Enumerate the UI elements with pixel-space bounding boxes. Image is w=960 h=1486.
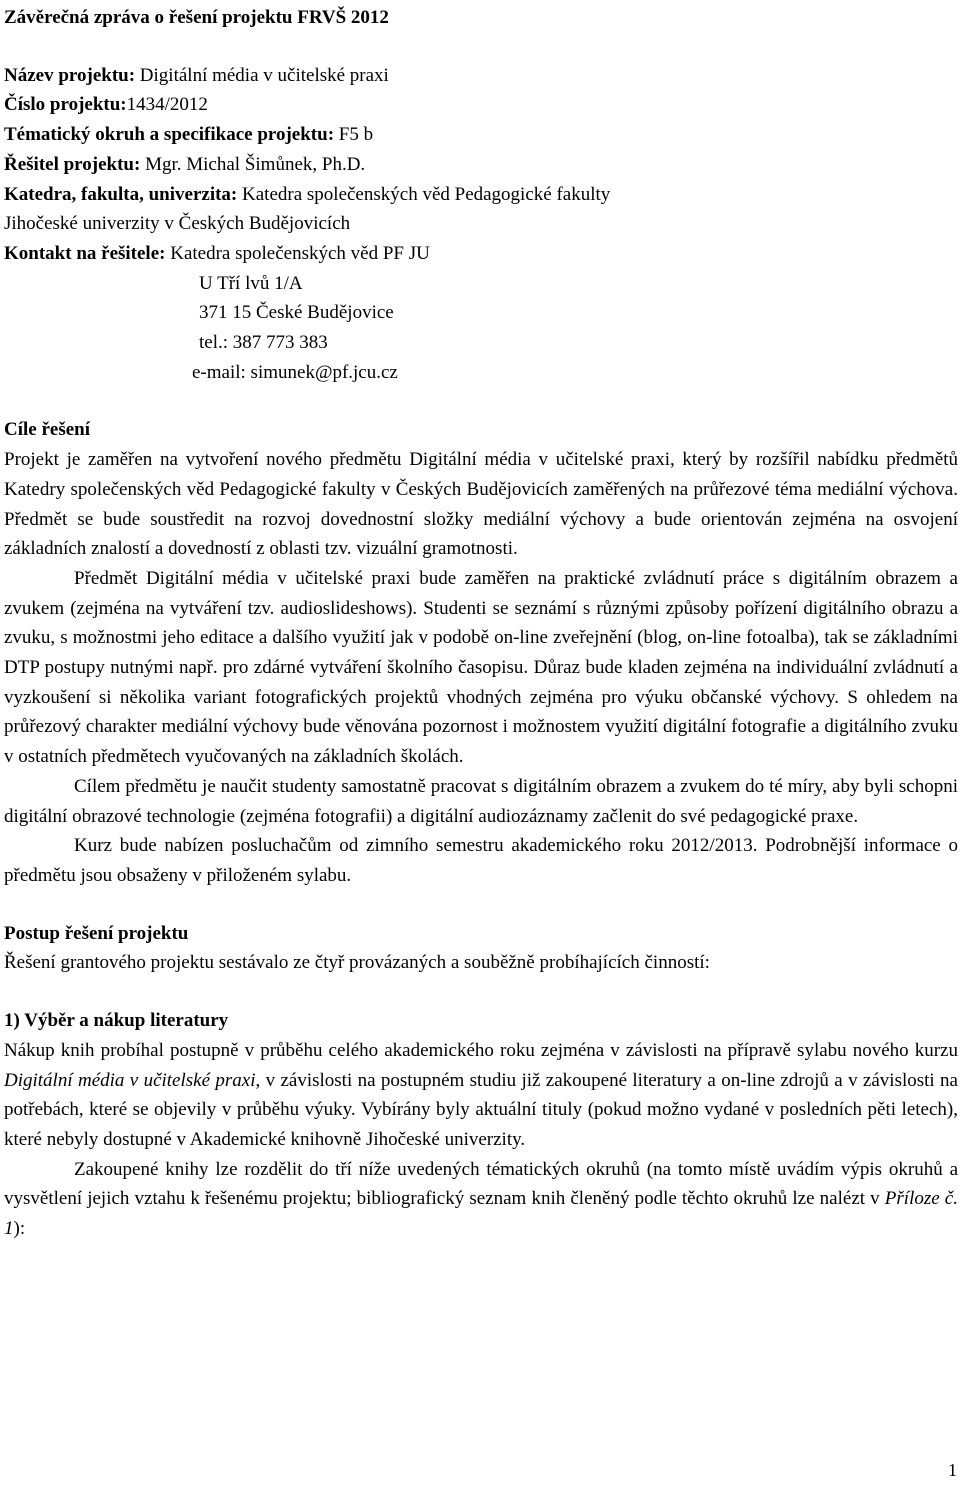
project-topic-value: F5 b <box>334 124 374 146</box>
project-contact-row <box>4 239 958 269</box>
literature-paragraph-2 <box>4 1155 958 1244</box>
project-dept-label: Katedra, fakulta, univerzita: <box>4 183 238 205</box>
project-solver-row <box>4 150 958 180</box>
project-name-row <box>4 61 958 91</box>
project-contact-value: Katedra společenských věd PF JU <box>165 242 430 264</box>
project-topic-row <box>4 120 958 150</box>
goals-paragraph-3: Cílem předmětu je naučit studenty samostatně pracovat s digitálním obrazem a zvukem do té míry, aby byli schopni digitální obrazové technologie (zejména fotografii) a digitální audiozáznamy začlenit do své pedagogické praxe. <box>4 775 958 827</box>
goals-section <box>4 415 958 890</box>
literature-heading: 1) Výběr a nákup literatury <box>4 1010 229 1032</box>
project-metadata <box>4 61 958 388</box>
project-number-row <box>4 90 958 120</box>
goals-paragraph-1: Projekt je zaměřen na vytvoření nového předmětu Digitální média v učitelské praxi, který by rozšířil nabídku předmětů Katedry společenských věd Pedagogické fakulty v Českých Budějovicích zaměřených na průřezové téma mediální výchova. Předmět se bude soustředit na rozvoj dovednostní složky mediální výchovy a bude orientován zejména na osvojení základních znalostí a dovedností z oblasti tzv. vizuální gramotnosti. <box>4 449 958 560</box>
project-name-value: Digitální média v učitelské praxi <box>135 64 389 86</box>
literature-p2-text-a: Zakoupené knihy lze rozdělit do tří níže uvedených tématických okruhů (na tomto místě uvádím výpis okruhů a vysvětlení jejich vztahu k řešenému projektu; bibliografický seznam knih členěný podle těchto okruhů lze nalézt v <box>4 1158 958 1210</box>
page-number: 1 <box>948 1460 957 1481</box>
literature-p1-text-b: , v závislosti na postupném studiu již zakoupené literatury a on-line zdrojů a v závislosti na potřebách, které se objevily v průběhu výuky. Vybírány byly aktuální tituly (pokud možno vydané v posledních pěti letech), které nebyly dostupné v Akademické knihovně Jihočeské univerzity. <box>4 1069 958 1150</box>
project-dept-row <box>4 180 958 210</box>
appendix-reference: Příloze č. 1 <box>4 1188 958 1240</box>
document-page <box>4 3 958 1244</box>
literature-section <box>4 1006 958 1244</box>
literature-p1-text-a: Nákup knih probíhal postupně v průběhu celého akademického roku zejména v závislosti na přípravě sylabu nového kurzu <box>4 1039 958 1061</box>
course-name-emphasis: Digitální média v učitelské praxi <box>4 1069 256 1091</box>
project-dept-value-1: Katedra společenských věd Pedagogické fakulty <box>237 183 611 205</box>
contact-phone: tel.: 387 773 383 <box>199 332 328 354</box>
goals-paragraph-4: Kurz bude nabízen posluchačům od zimního semestru akademického roku 2012/2013. Podrobnější informace o předmětu jsou obsaženy v přiloženém sylabu. <box>4 835 958 886</box>
goals-paragraph-2: Předmět Digitální média v učitelské praxi bude zaměřen na praktické zvládnutí práce s digitálním obrazem a zvukem (zejména na vytváření tzv. audioslideshows). Studenti se seznámí s různými způsoby pořízení digitálního obrazu a zvuku, s možnostmi jeho editace a dalšího využití jak v podobě on-line zveřejnění (blog, on-line fotoalba), tak se základními DTP postupy nutnými např. pro zdárné vytváření školního časopisu. Důraz bude kladen zejména na individuální zvládnutí a vyzkoušení si několika variant fotografických projektů vhodných zejména pro výuku občanské výchovy. S ohledem na průřezový charakter mediální výchovy bude věnována pozornost i možnostem využití digitální fotografie a digitálního zvuku v ostatních předmětech vyučovaných na základních školách. <box>4 567 958 768</box>
contact-address-street: U Tří lvů 1/A <box>199 272 303 294</box>
project-solver-label: Řešitel projektu: <box>4 153 141 175</box>
project-number-label: Číslo projektu: <box>4 94 127 116</box>
project-solver-value: Mgr. Michal Šimůnek, Ph.D. <box>140 153 366 175</box>
literature-paragraph-1 <box>4 1036 958 1155</box>
procedure-intro: Řešení grantového projektu sestávalo ze čtyř provázaných a souběžně probíhajících činností: <box>4 952 710 974</box>
contact-address-city: 371 15 České Budějovice <box>199 302 394 324</box>
document-title: Závěrečná zpráva o řešení projektu FRVŠ 2012 <box>4 7 389 28</box>
procedure-section <box>4 919 958 978</box>
project-number-value: 1434/2012 <box>126 94 208 116</box>
project-dept-row-2: Jihočeské univerzity v Českých Budějovicích <box>4 213 351 235</box>
goals-heading: Cíle řešení <box>4 419 91 441</box>
project-topic-label: Tématický okruh a specifikace projektu: <box>4 124 335 146</box>
project-contact-label: Kontakt na řešitele: <box>4 242 166 264</box>
contact-email: e-mail: simunek@pf.jcu.cz <box>192 361 398 383</box>
project-name-label: Název projektu: <box>4 64 136 86</box>
literature-p2-text-b: ): <box>13 1218 26 1240</box>
procedure-heading: Postup řešení projektu <box>4 922 189 944</box>
